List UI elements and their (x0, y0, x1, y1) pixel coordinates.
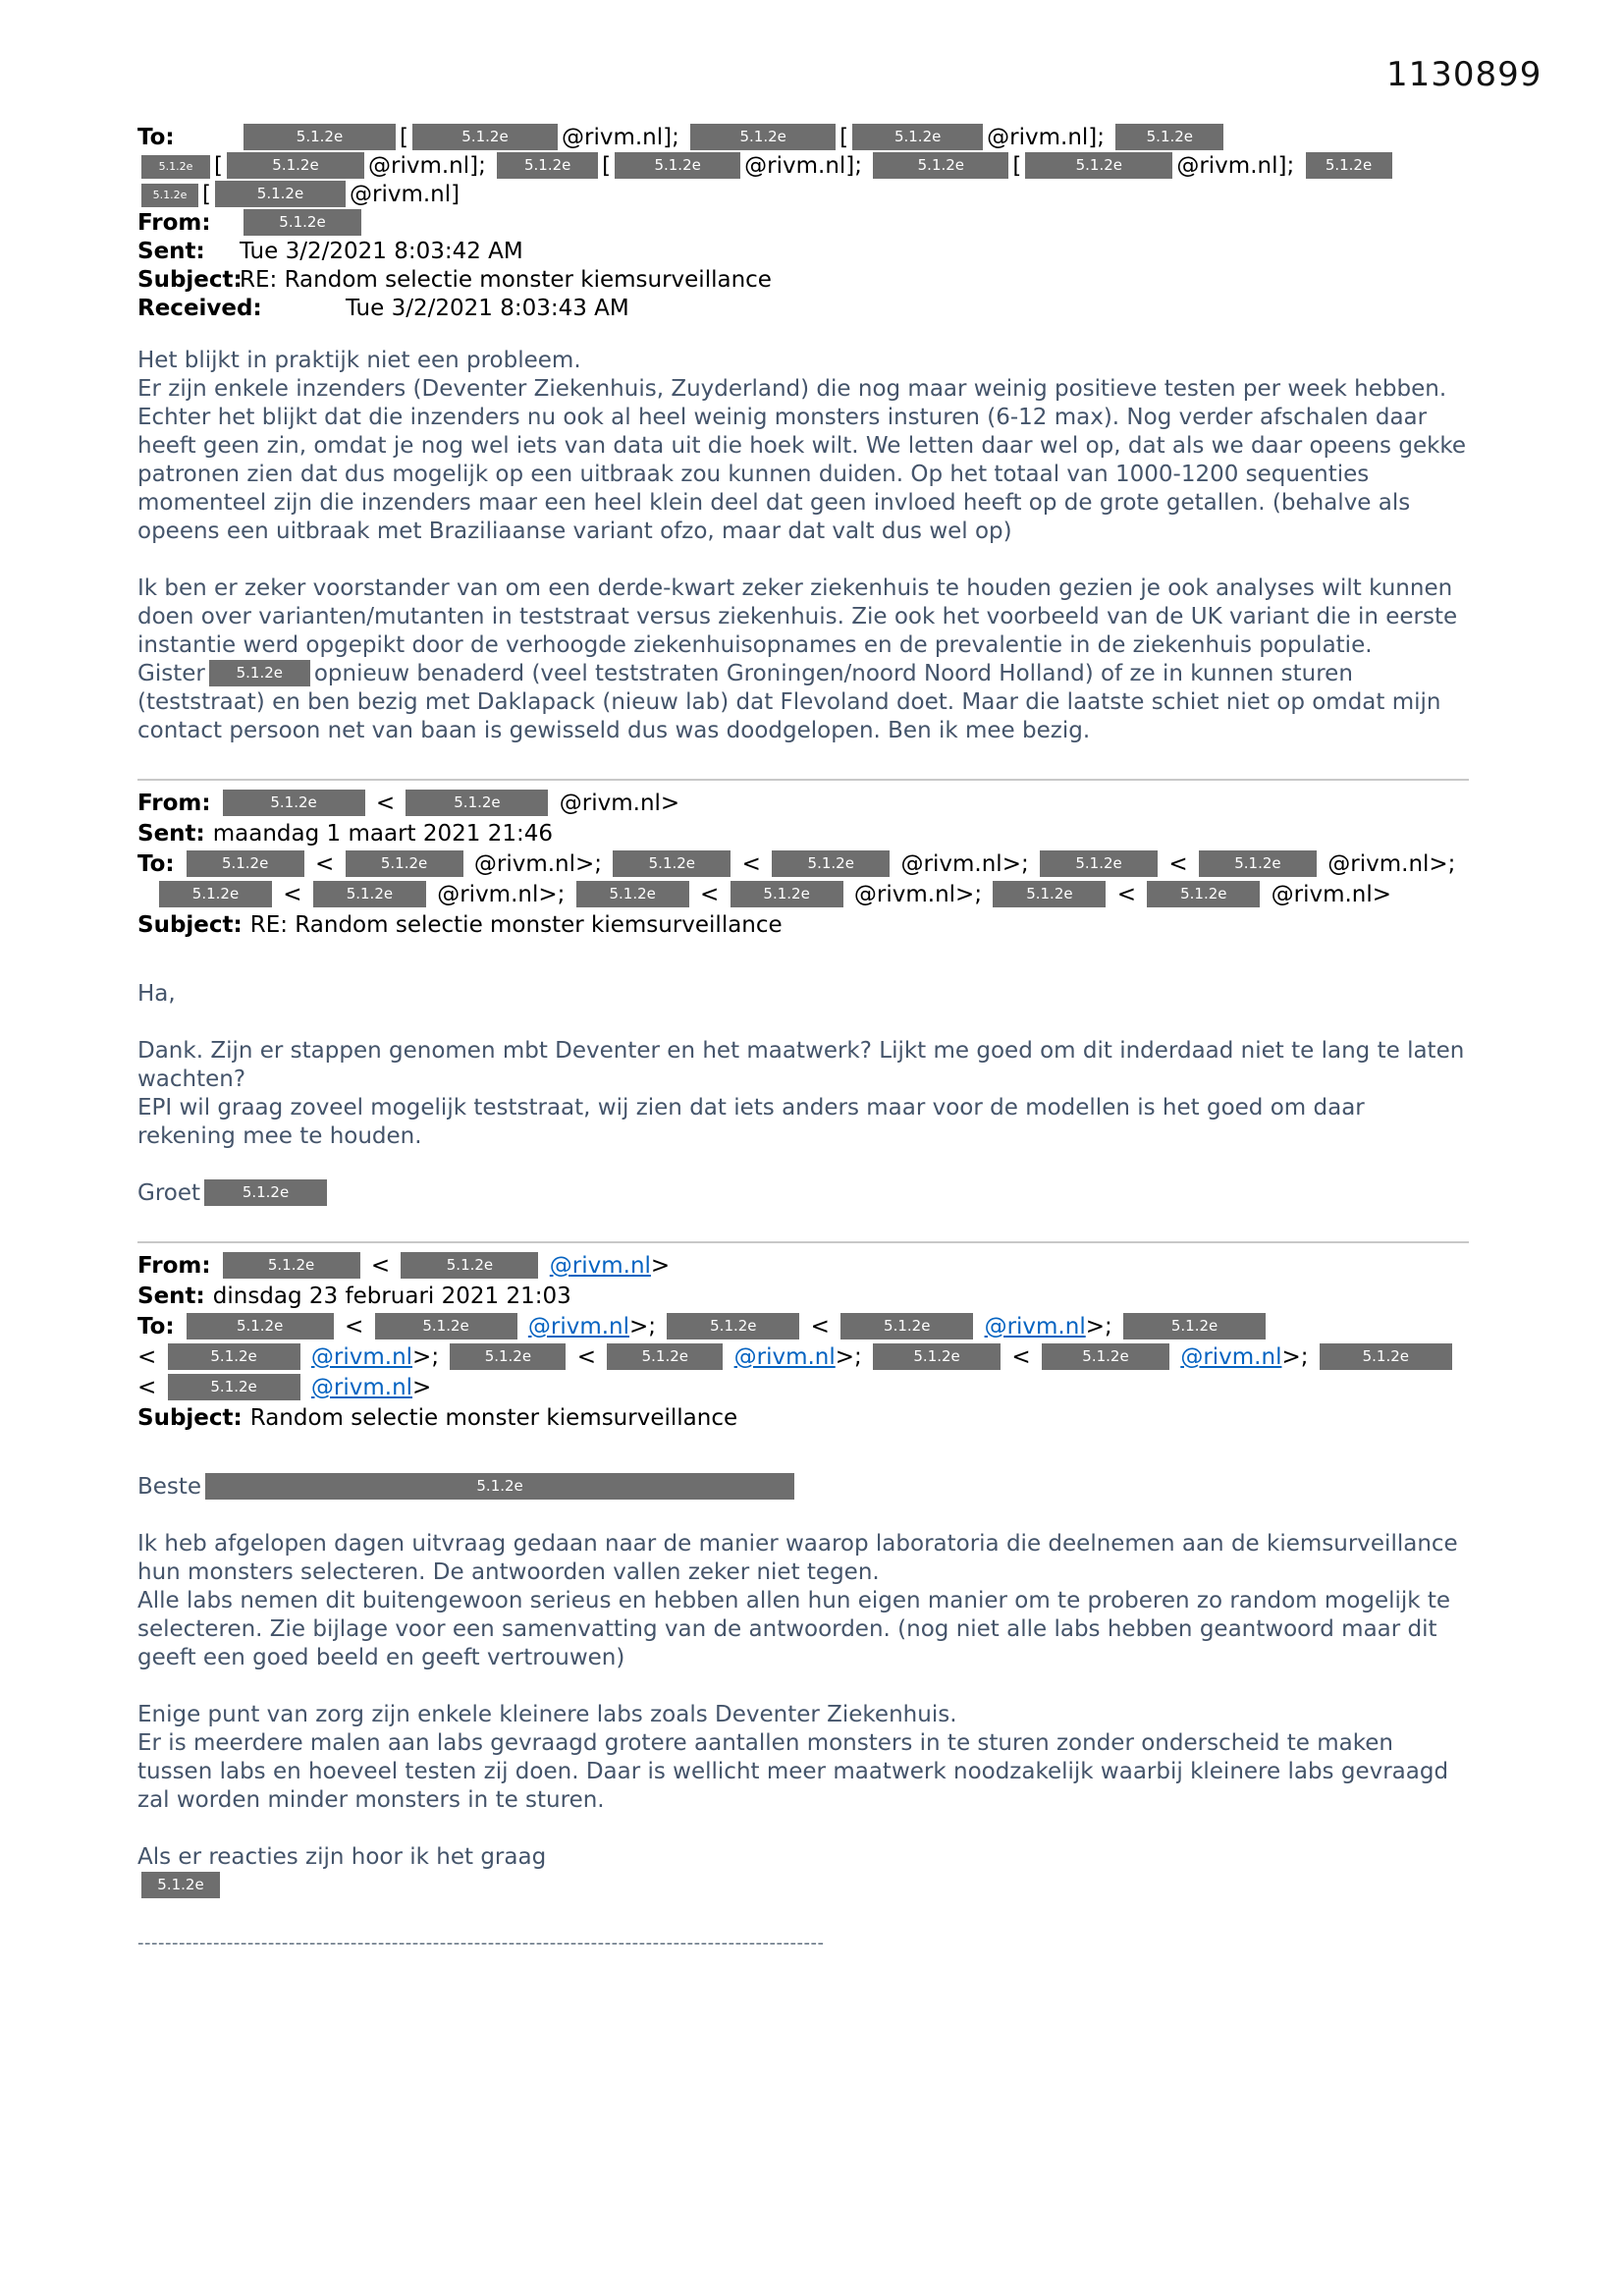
redaction-box: 5.1.2e (412, 124, 558, 150)
blank-line (137, 1815, 1469, 1843)
text-fragment: < (1004, 1344, 1038, 1370)
header-row-sent (137, 238, 1469, 266)
text-fragment: < (734, 851, 769, 877)
header-line (137, 849, 1469, 880)
text-fragment (304, 1375, 311, 1400)
field-label: From: (137, 791, 219, 816)
text-fragment: > (412, 1375, 432, 1400)
text-fragment: [ (202, 182, 211, 207)
text-fragment: Als er reacties zijn hoor ik het graag (137, 1844, 547, 1870)
text-fragment: Er zijn enkele inzenders (Deventer Ziekenhuis, Zuyderland) die nog maar weinig positieve testen per week hebben. Echter het blijkt dat die inzenders nu ook al heel weinig monsters insturen (6-12 max). Nog verder afschalen daar heeft geen zin, omdat je nog wel iets van data uit die hoek wilt. We letten daar wel op, dat als we daar opeens gekke patronen zien dat dus mogelijk op een uitbraak zou kunnen duiden. Op het totaal van 1000-1200 sequenties momenteel zijn die inzenders maar een heel klein deel dat geen invloed heeft op de grote getallen. (behalve als opeens een uitbraak met Braziliaanse variant ofzo, maar dat valt dus wel op) (137, 376, 1467, 544)
text-fragment: @rivm.nl>; (1320, 851, 1456, 877)
text-fragment: < (276, 882, 309, 907)
header-line (137, 819, 1469, 849)
email-address-link[interactable]: @rivm.nl (527, 1314, 629, 1339)
email3-body (137, 1473, 1469, 1957)
text-fragment: ---------------------------------------------------------------------------------------------------- (137, 1933, 825, 1953)
redaction-box: 5.1.2e (223, 790, 365, 816)
text-fragment: >; (1085, 1314, 1120, 1339)
redaction-box: 5.1.2e (1040, 850, 1158, 877)
redaction-box: 5.1.2e (159, 881, 272, 907)
header-line (137, 1251, 1469, 1282)
email-thread (137, 124, 1469, 1957)
text-fragment: @rivm.nl> (1264, 882, 1392, 907)
text-fragment: [ (602, 153, 612, 179)
email2-body (137, 980, 1469, 1208)
email-address-link[interactable]: @rivm.nl (1180, 1344, 1282, 1370)
body-paragraph (137, 1037, 1469, 1094)
text-fragment: @rivm.nl]; (987, 125, 1112, 150)
redaction-box: 5.1.2e (840, 1313, 973, 1339)
redaction-box: 5.1.2e (497, 152, 598, 179)
redaction-box: 5.1.2e (346, 850, 463, 877)
text-fragment: Dank. Zijn er stappen genomen mbt Deventer en het maatwerk? Lijkt me goed om dit inderdaad niet te lang te laten wachten? (137, 1038, 1465, 1092)
body-paragraph (137, 1587, 1469, 1672)
redaction-box: 5.1.2e (209, 660, 310, 686)
received-value: Tue 3/2/2021 8:03:43 AM (346, 296, 629, 321)
text-fragment: < (137, 1344, 164, 1370)
redaction-box: 5.1.2e (1306, 152, 1392, 179)
text-fragment: Gister (137, 661, 205, 686)
blank-line (137, 1672, 1469, 1701)
redaction-box: 5.1.2e (141, 155, 210, 179)
redaction-box: 5.1.2e (1320, 1343, 1452, 1370)
text-fragment: < (137, 1375, 164, 1400)
text-fragment (727, 1344, 733, 1370)
body-paragraph (137, 1094, 1469, 1151)
body-paragraph (137, 1872, 1469, 1900)
blank-line (137, 1151, 1469, 1179)
text-fragment: < (1110, 882, 1144, 907)
header-line (137, 1373, 1469, 1403)
email-address-link[interactable]: @rivm.nl (733, 1344, 836, 1370)
redaction-box: 5.1.2e (401, 1252, 538, 1279)
received-label: Received: (137, 296, 262, 321)
redaction-box: 5.1.2e (731, 881, 843, 907)
to-recipients-line-1 (240, 125, 1227, 150)
body-paragraph (137, 1179, 1469, 1208)
document-number: 1130899 (1386, 55, 1543, 94)
redaction-box: 5.1.2e (168, 1343, 300, 1370)
text-fragment: Beste (137, 1474, 202, 1500)
redaction-box: 5.1.2e (141, 1872, 220, 1898)
redaction-box: 5.1.2e (613, 850, 731, 877)
text-fragment: EPI wil graag zoveel mogelijk teststraat, wij zien dat iets anders maar voor de modellen is het goed om daar rekening mee te houden. (137, 1095, 1365, 1149)
redaction-box: 5.1.2e (1042, 1343, 1169, 1370)
redaction-box: 5.1.2e (615, 152, 740, 179)
body-paragraph (137, 1729, 1469, 1815)
text-fragment: Alle labs nemen dit buitengewoon serieus en hebben allen hun eigen manier om te proberen zo random mogelijk te selecteren. Zie bijlage voor een samenvatting van de antwoorden. (nog niet alle labs hebben geantwoord maar dit geeft een goed beeld en geeft vertrouwen) (137, 1588, 1451, 1670)
text-fragment: @rivm.nl]; (744, 153, 870, 179)
redaction-box: 5.1.2e (607, 1343, 723, 1370)
sent-value: Tue 3/2/2021 8:03:42 AM (240, 239, 523, 264)
email2-header (137, 779, 1469, 941)
header-line (137, 910, 1469, 941)
field-label: From: (137, 1253, 219, 1279)
field-label: Sent: (137, 1284, 213, 1309)
redaction-box: 5.1.2e (993, 881, 1106, 907)
body-paragraph (137, 347, 1469, 375)
header-row-to (137, 124, 1469, 152)
text-fragment (542, 1253, 549, 1279)
header-line (137, 1282, 1469, 1312)
redaction-box: 5.1.2e (690, 124, 836, 150)
body-paragraph (137, 1843, 1469, 1872)
body-paragraph (137, 1473, 1469, 1502)
text-fragment: dinsdag 23 februari 2021 21:03 (212, 1284, 571, 1309)
redaction-box: 5.1.2e (244, 124, 396, 150)
redaction-box: 5.1.2e (375, 1313, 517, 1339)
text-fragment: @rivm.nl>; (429, 882, 572, 907)
email-address-link[interactable]: @rivm.nl (310, 1344, 413, 1370)
redaction-box: 5.1.2e (141, 184, 198, 207)
redaction-box: 5.1.2e (244, 209, 361, 236)
redaction-box: 5.1.2e (313, 881, 426, 907)
text-fragment: Enige punt van zorg zijn enkele kleinere labs zoals Deventer Ziekenhuis. (137, 1702, 957, 1727)
body-paragraph (137, 574, 1469, 660)
from-label: From: (137, 210, 211, 236)
body-paragraph (137, 660, 1469, 745)
redaction-box: 5.1.2e (873, 152, 1008, 179)
redaction-box: 5.1.2e (1147, 881, 1260, 907)
text-fragment: Ha, (137, 981, 176, 1007)
blank-line (137, 1502, 1469, 1530)
text-fragment: < (692, 882, 727, 907)
text-fragment: > (650, 1253, 671, 1279)
text-fragment: Ik heb afgelopen dagen uitvraag gedaan naar de manier waarop laboratoria die deelnemen aan de kiemsurveillance hun monsters selecteren. De antwoorden vallen zeker niet tegen. (137, 1531, 1458, 1585)
text-fragment: >; (1281, 1344, 1316, 1370)
text-fragment (521, 1314, 528, 1339)
header-row-from (137, 209, 1469, 238)
text-fragment: @rivm.nl]; (1176, 153, 1302, 179)
redaction-box: 5.1.2e (1199, 850, 1317, 877)
text-fragment: >; (835, 1344, 870, 1370)
blank-line (137, 546, 1469, 574)
field-label: Subject: (137, 912, 250, 938)
text-fragment: @rivm.nl>; (893, 851, 1037, 877)
text-fragment: Groet (137, 1180, 201, 1206)
text-fragment: >; (629, 1314, 664, 1339)
field-label: Subject: (137, 1405, 250, 1431)
redaction-box: 5.1.2e (1025, 152, 1172, 179)
text-fragment: @rivm.nl> (552, 791, 680, 816)
to-recipients-line-2 (137, 152, 1469, 181)
redaction-box: 5.1.2e (168, 1374, 300, 1400)
text-fragment: @rivm.nl]; (367, 153, 494, 179)
subject-value: RE: Random selectie monster kiemsurveillance (240, 267, 772, 293)
body-paragraph (137, 375, 1469, 546)
text-fragment: < (569, 1344, 604, 1370)
header-line (137, 1403, 1469, 1434)
subject-label: Subject: (137, 267, 243, 293)
redaction-box: 5.1.2e (1123, 1313, 1266, 1339)
text-fragment: < (337, 1314, 371, 1339)
from-value (240, 210, 365, 236)
text-fragment: Ik ben er zeker voorstander van om een derde-kwart zeker ziekenhuis te houden gezien je ook analyses wilt kunnen doen over varianten/mutanten in teststraat versus ziekenhuis. Zie ook het voorbeeld van de UK variant die in eerste instantie werd opgepikt door de verhoogde ziekenhuisopnames en de prevalentie in de ziekenhuis populatie. (137, 575, 1458, 658)
redaction-box: 5.1.2e (873, 1343, 1001, 1370)
redaction-box: 5.1.2e (227, 152, 364, 179)
body-paragraph (137, 980, 1469, 1009)
text-fragment: [ (839, 125, 849, 150)
body-paragraph (137, 1530, 1469, 1587)
header-row-subject (137, 266, 1469, 295)
email1-body (137, 347, 1469, 745)
text-fragment (304, 1344, 311, 1370)
text-fragment: RE: Random selectie monster kiemsurveillance (249, 912, 783, 938)
redaction-box: 5.1.2e (1115, 124, 1223, 150)
text-fragment: [ (214, 153, 223, 179)
header-line (137, 1342, 1469, 1373)
email-address-link[interactable]: @rivm.nl (549, 1253, 651, 1279)
blank-line (137, 1009, 1469, 1037)
text-fragment: @rivm.nl>; (846, 882, 990, 907)
header-row-received (137, 295, 1469, 323)
text-fragment: < (363, 1253, 398, 1279)
redaction-box: 5.1.2e (667, 1313, 799, 1339)
text-fragment (977, 1314, 984, 1339)
field-label: To: (137, 851, 183, 877)
email-address-link[interactable]: @rivm.nl (984, 1314, 1086, 1339)
text-fragment: @rivm.nl>; (466, 851, 610, 877)
email1-header (137, 124, 1469, 323)
text-fragment: Het blijkt in praktijk niet een probleem. (137, 348, 581, 373)
text-fragment: [ (400, 125, 408, 150)
text-fragment: >; (412, 1344, 447, 1370)
text-fragment: opnieuw benaderd (veel teststraten Groningen/noord Noord Holland) of ze in kunnen sturen (teststraat) en ben bezig met Daklapack (nieuw lab) dat Flevoland doet. Maar die laatste schiet niet op omdat mijn contact persoon net van baan is gewisseld dus was doodgelopen. Ben ik mee bezig. (137, 661, 1441, 743)
text-fragment: @rivm.nl] (349, 182, 460, 207)
text-fragment: Random selectie monster kiemsurveillance (249, 1405, 738, 1431)
header-line (137, 789, 1469, 819)
text-fragment: @rivm.nl]; (561, 125, 687, 150)
header-line (137, 880, 1469, 910)
field-label: Sent: (137, 821, 213, 847)
to-label: To: (137, 125, 175, 150)
text-fragment: maandag 1 maart 2021 21:46 (212, 821, 553, 847)
redaction-box: 5.1.2e (187, 1313, 334, 1339)
field-label: To: (137, 1314, 183, 1339)
text-fragment: < (1162, 851, 1195, 877)
email-address-link[interactable]: @rivm.nl (310, 1375, 413, 1400)
sent-label: Sent: (137, 239, 205, 264)
text-fragment: < (803, 1314, 838, 1339)
text-fragment: < (368, 791, 403, 816)
redaction-box: 5.1.2e (450, 1343, 566, 1370)
body-paragraph (137, 1701, 1469, 1729)
redaction-box: 5.1.2e (215, 181, 346, 207)
redaction-box: 5.1.2e (187, 850, 304, 877)
redaction-box: 5.1.2e (223, 1252, 360, 1279)
blank-line (137, 1900, 1469, 1929)
redaction-box: 5.1.2e (205, 1473, 794, 1500)
redaction-box: 5.1.2e (852, 124, 983, 150)
text-fragment: [ (1012, 153, 1022, 179)
redaction-box: 5.1.2e (576, 881, 689, 907)
redaction-box: 5.1.2e (406, 790, 548, 816)
to-recipients-line-3 (137, 181, 1469, 209)
text-fragment: < (307, 851, 342, 877)
header-line (137, 1312, 1469, 1342)
redaction-box: 5.1.2e (204, 1179, 327, 1206)
email3-header (137, 1241, 1469, 1434)
dashed-separator (137, 1929, 1469, 1957)
text-fragment: Er is meerdere malen aan labs gevraagd grotere aantallen monsters in te sturen zonder onderscheid te maken tussen labs en hoeveel testen zij doen. Daar is wellicht meer maatwerk noodzakelijk waarbij kleinere labs gevraagd zal worden minder monsters in te sturen. (137, 1730, 1449, 1813)
redaction-box: 5.1.2e (772, 850, 890, 877)
